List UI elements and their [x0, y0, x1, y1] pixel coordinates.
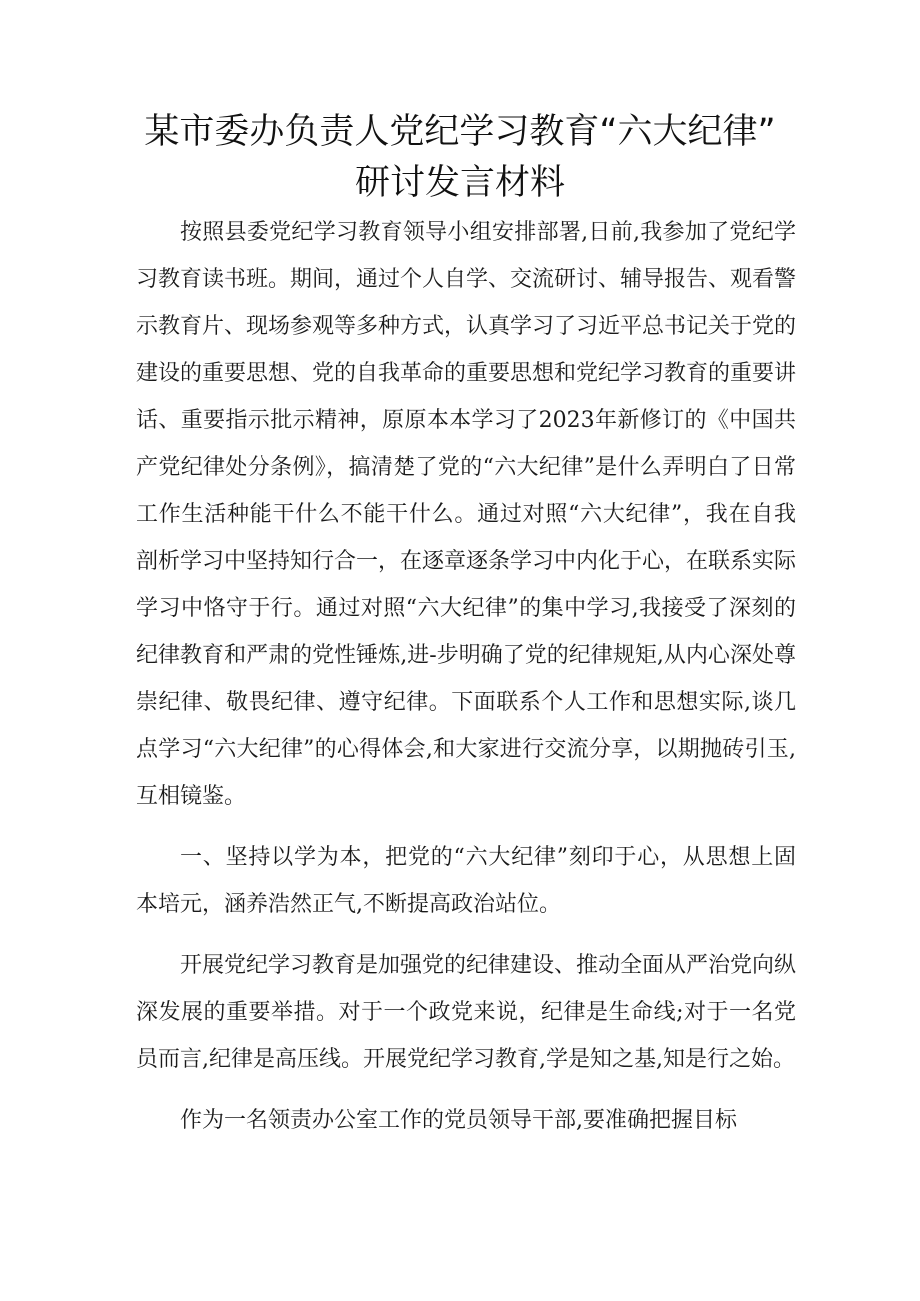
paragraph-section-1-body: 开展党纪学习教育是加强党的纪律建设、推动全面从严治党向纵深发展的重要举措。对于一个政党来说，纪律是生命线;对于一名党员而言,纪律是高压线。开展党纪学习教育,学是知之基,知是行之始。 [136, 953, 797, 1072]
paragraph-intro: 按照县委党纪学习教育领导小组安排部署,日前,我参加了党纪学习教育读书班。期间，通过个人自学、交流研讨、辅导报告、观看警示教育片、现场参观等多种方式，认真学习了习近平总书记关于党的建设的重要思想、党的自我革命的重要思想和党纪学习教育的重要讲话、重要指示批示精神，原原本本学习了2023年新修订的《中国共产党纪律处分条例》，搞清楚了党的“六大纪律”是什么弄明白了日常工作生活种能干什么不能干什么。通过对照“六大纪律”，我在自我剖析学习中坚持知行合一，在逐章逐条学习中内化于心，在联系实际学习中恪守于行。通过对照“六大纪律”的集中学习,我接受了深刻的纪律教育和严肃的党性锤炼,进-步明确了党的纪律规矩,从内心深处尊崇纪律、敬畏纪律、遵守纪律。下面联系个人工作和思想实际,谈几点学习“六大纪律”的心得体会,和大家进行交流分享，以期抛砖引玉,互相镜鉴。 [136, 220, 797, 809]
document-body [136, 209, 796, 1144]
paragraph-continued: 作为一名领责办公室工作的党员领导干部,要准确把握目标 [180, 1108, 737, 1133]
paragraph-section-heading-1: 一、坚持以学为本，把党的“六大纪律”刻印于心，从思想上固本培元，涵养浩然正气,不断提高政治站位。 [136, 845, 796, 917]
document-title-line-1: 某市委办负责人党纪学习教育“六大纪律” [144, 112, 776, 152]
document-title-line-2: 研讨发言材料 [354, 163, 565, 203]
